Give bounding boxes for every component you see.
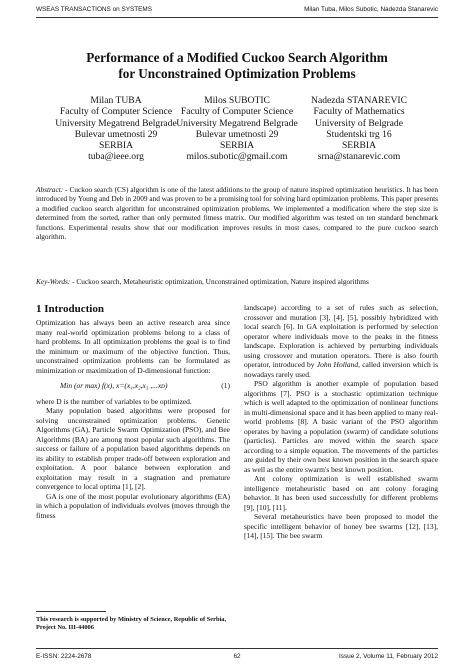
- author-name: Milos SUBOTIC: [204, 95, 270, 106]
- left-column: [36, 303, 230, 520]
- author-email: srna@stanarevic.com: [317, 151, 401, 163]
- equation-text: Min (or max) f(x), x=(x₁,x₂,x₃ ,...xᴅ): [60, 381, 168, 390]
- author-address: Bulevar umetnosti 29: [74, 128, 158, 140]
- intro-paragraph-1: Optimization has always been an active research area since many real-world optimization problems belong to a class of hard problems. In all optimization problems the goal is to find the minimum or maximum of the objective function. Thus, unconstrained optimization problems can be formulated as minimization or maximization of D-dimensional function:: [36, 318, 230, 375]
- author-3: [284, 95, 434, 163]
- right-column: [244, 303, 438, 541]
- keywords-label: Key-Words:: [36, 277, 71, 286]
- abstract-text: - Cuckoo search (CS) algorithm is one of the latest additions to the group of nature inspired optimization heuristics. It has been introduced by Young and Deb in 2009 and was proven to be a promising tool for solving hard optimization problems. This paper presents a modified cuckoo search algorithm for unconstrained optimization problems. We implemented a modification where the step size is determined from the sorted, rather than only permuted fitness matrix. Our modified algorithm was tested on ten standard benchmark functions. Experimental results show that our modification improves results in most cases, compared to the pure cuckoo search algorithm.: [36, 185, 438, 242]
- intro-paragraph-2: Many population based algorithms were proposed for solving unconstrained optimization problems. Genetic Algorithms (GA), Particle Swarm Optimization (PSO), and Bee Algorithms (BA) are among most popular such algorithms. The success or failure of a population based algorithms depends on its ability to establish proper trade-off between exploration and exploitation. A poor balance between exploration and exploitation may result in a stagnation and premature convergence to local optima [1], [2].: [36, 406, 230, 491]
- equation-explanation: where D is the number of variables to be optimized.: [36, 396, 192, 406]
- author-country: SERBIA: [98, 140, 134, 152]
- footnote: This research is supported by Ministry of Science, Republic of Serbia, Project No. III-44006: [36, 616, 227, 632]
- right-paragraph-1-text: landscape) according to a set of rules such as selection, crossover and mutation [3], [4], [5], possibly hybridized with local search [6]. In GA exploitation is performed by selection operator where individuals move to the peaks in the fitness landscape. Exploration is achieved by perturbing individuals using crossover and mutation operators. There is also fourth operator, introduced by: [244, 303, 438, 369]
- author-affiliation: Faculty of Computer Science: [59, 106, 173, 118]
- header-authors: Milan Tuba, Milos Subotic, Nadezda Stanarevic: [304, 6, 438, 13]
- abstract-label: Abstract:: [36, 185, 64, 194]
- inline-name: John Holland: [316, 360, 359, 369]
- author-country: SERBIA: [341, 140, 377, 152]
- author-address: Studentski trg 16: [326, 128, 392, 140]
- title-line-1: Performance of a Modified Cuckoo Search Algorithm: [86, 50, 388, 65]
- issn: E-ISSN: 2224-2678: [36, 653, 92, 660]
- header-rule: [36, 17, 438, 18]
- author-email: milos.subotic@gmail.com: [186, 151, 288, 163]
- right-paragraph-4: Several metaheuristics have been proposed to model the specific intelligent behavior of honey bee swarms [12], [13], [14], [15]. The bee swarm: [244, 512, 438, 540]
- right-paragraph-2: PSO algorithm is another example of population based algorithms [7]. PSO is a stochastic optimization technique which is well adapted to the optimization of nonlinear functions in multi-dimensional space and it has been applied to many real-world problems [8]. A basic variant of the PSO algorithm operates by having a population (swarm) of candidate solutions (particles). Particles are moved within the search space according to a simple equation. The movements of the particles are guided by their own best known position in the search space as well as the entire swarm's best known position.: [244, 379, 438, 474]
- author-institution: University of Belgrade: [315, 117, 403, 129]
- footer-rule: [36, 648, 438, 649]
- right-paragraph-1: [244, 303, 438, 379]
- keywords: [36, 277, 438, 286]
- abstract: [36, 185, 438, 241]
- intro-paragraph-3: GA is one of the most popular evolutionary algorithms (EA) in which a population of individuals evolves (moves through the fitness: [36, 491, 230, 520]
- issue-info: Issue 2, Volume 11, February 2012: [339, 653, 438, 660]
- author-affiliation: Faculty of Mathematics: [313, 106, 405, 118]
- right-paragraph-3: Ant colony optimization is well established swarm intelligence metaheuristic based on ant colony foraging behavior. It has been used successfully for different problems [9], [10], [11].: [244, 474, 438, 512]
- author-affiliation: Faculty of Computer Science: [180, 106, 294, 118]
- journal-name: WSEAS TRANSACTIONS on SYSTEMS: [36, 6, 153, 13]
- author-country: SERBIA: [219, 140, 255, 152]
- section-heading: 1 Introduction: [36, 303, 104, 315]
- author-name: Nadezda STANAREVIC: [311, 95, 407, 106]
- right-paragraph-1-end: , called inversion which is nowadays rarely used.: [244, 360, 438, 379]
- keywords-text: - Cuckoo search, Metaheuristic optimization, Unconstrained optimization, Nature inspired algorithms: [70, 277, 369, 286]
- author-name: Milan TUBA: [90, 95, 142, 106]
- author-block: [36, 95, 438, 175]
- equation-number: (1): [221, 381, 230, 390]
- author-address: Bulevar umetnosti 29: [195, 128, 279, 140]
- author-institution: University Megatrend Belgrade: [176, 117, 298, 129]
- title-line-2: for Unconstrained Optimization Problems: [118, 65, 356, 81]
- footnote-rule: [36, 611, 106, 612]
- author-email: tuba@ieee.org: [88, 151, 144, 163]
- page-footer: [36, 653, 438, 663]
- page-number: 62: [233, 653, 241, 660]
- equation-1: [36, 381, 230, 391]
- author-institution: University Megatrend Belgrade: [55, 117, 177, 129]
- paper-title: [36, 50, 438, 81]
